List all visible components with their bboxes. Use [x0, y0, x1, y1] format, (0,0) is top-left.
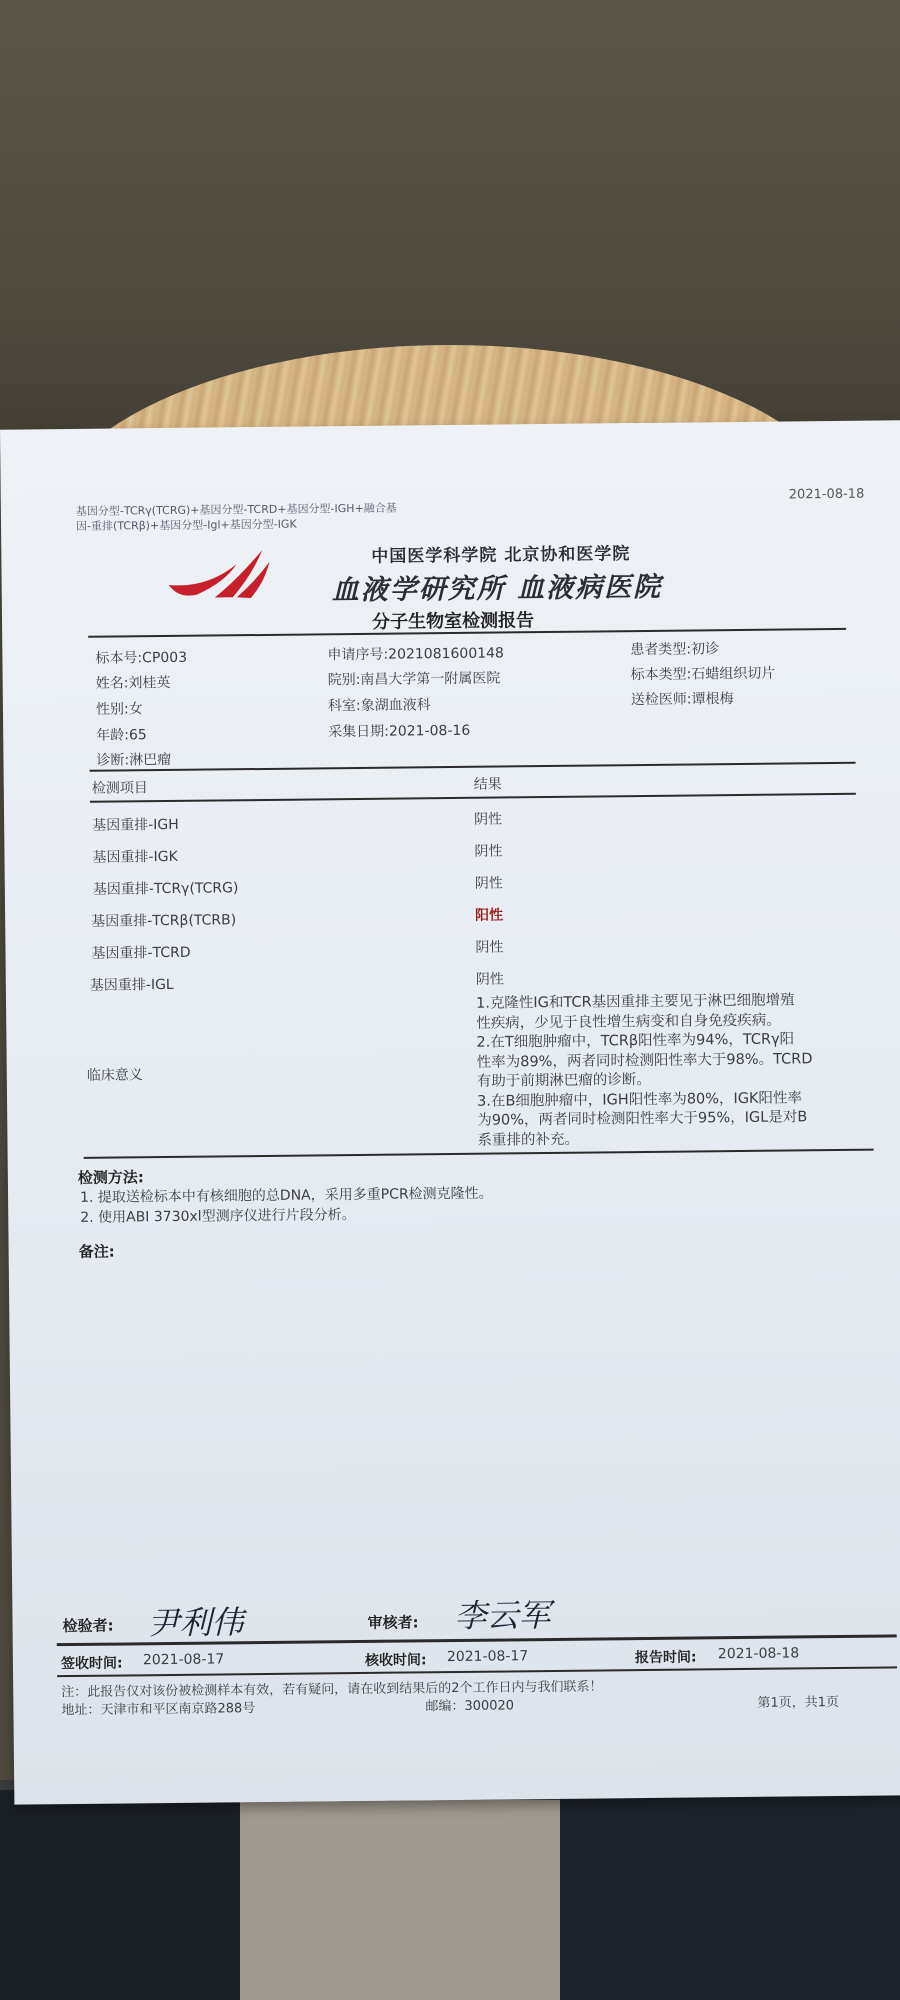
table-row-item: 基因重排-TCRβ(TCRB)	[91, 912, 237, 930]
background-fabric-left	[0, 1790, 240, 2000]
inspector-label: 检验者:	[62, 1616, 114, 1636]
divider-sign-bottom	[57, 1666, 897, 1676]
institution-line2: 血液学研究所 血液病医院	[331, 571, 663, 607]
divider-info	[90, 762, 856, 772]
table-row-result: 阴性	[475, 971, 504, 988]
clinical-line: 3.在B细胞肿瘤中，IGH阳性率为80%，IGK阳性率	[476, 1089, 803, 1110]
sign-time: 2021-08-17	[142, 1651, 225, 1669]
remark-label: 备注:	[78, 1242, 115, 1261]
method-label: 检测方法:	[77, 1168, 144, 1187]
clinical-line: 系重排的补充。	[477, 1131, 580, 1149]
report-time-label: 报告时间:	[634, 1649, 697, 1667]
clinical-text	[476, 991, 850, 1151]
clinical-line: 为90%，两者同时检测阳性率大于95%，IGL是对B	[477, 1109, 808, 1129]
clinical-label: 临床意义	[86, 1067, 143, 1084]
hospital-logo-icon	[166, 542, 272, 603]
table-row-result: 阴性	[474, 875, 503, 892]
page-number: 第1页，共1页	[757, 1694, 840, 1711]
clinical-line: 2.在T细胞肿瘤中，TCRβ阳性率为94%，TCRγ阳	[476, 1031, 795, 1051]
table-row-item: 基因重排-TCRγ(TCRG)	[92, 880, 239, 898]
footer-note: 注：此报告仅对该份被检测样本有效，若有疑问，请在收到结果后的2个工作日内与我们联系！	[61, 1679, 603, 1701]
clinical-line: 有助于前期淋巴瘤的诊断。	[476, 1071, 651, 1090]
specimen-no: 标本号:CP003	[95, 649, 188, 667]
check-time: 2021-08-17	[446, 1648, 529, 1666]
table-row-result-positive: 阳性	[475, 907, 504, 924]
top-note-line2: 因-重排(TCRβ)+基因分型-Igl+基因分型-IGK	[75, 517, 297, 533]
hospital: 院别:南昌大学第一附属医院	[327, 670, 501, 689]
clinical-line: 性疾病，少见于良性增生病变和自身免疫疾病。	[476, 1012, 781, 1032]
col-header-result: 结果	[473, 776, 502, 793]
patient-name: 姓名:刘桂英	[95, 674, 171, 692]
collect-date: 采集日期:2021-08-16	[328, 722, 471, 741]
patient-sex: 性别:女	[95, 701, 143, 718]
address: 地址：天津市和平区南京路288号	[61, 1701, 256, 1719]
table-row-result: 阴性	[474, 843, 503, 860]
table-row-item: 基因重排-IGK	[92, 848, 178, 866]
institution-line1: 中国医学科学院 北京协和医学院	[371, 544, 631, 567]
report-paper	[0, 420, 900, 1804]
specimen-type: 标本类型:石蜡组织切片	[630, 665, 776, 684]
top-date: 2021-08-18	[788, 486, 865, 503]
postcode: 邮编：300020	[425, 1698, 515, 1715]
application-no: 申请序号:2021081600148	[327, 645, 504, 664]
clinical-line: 1.克隆性IG和TCR基因重排主要见于淋巴细胞增殖	[475, 992, 795, 1012]
reviewer-label: 审核者:	[367, 1613, 419, 1632]
patient-age: 年龄:65	[96, 727, 147, 744]
patient-type: 患者类型:初诊	[630, 641, 720, 659]
divider-header	[90, 793, 856, 803]
sign-time-label: 签收时间:	[60, 1655, 123, 1673]
department: 科室:象湖血液科	[327, 697, 431, 715]
doctor: 送检医师:谭根梅	[630, 691, 734, 709]
report-time: 2021-08-18	[717, 1645, 800, 1663]
table-row-result: 阴性	[475, 939, 504, 956]
check-time-label: 核收时间:	[364, 1652, 427, 1669]
method-item: 2. 使用ABI 3730xl型测序仪进行片段分析。	[80, 1207, 356, 1226]
method-item: 1. 提取送检标本中有核细胞的总DNA，采用多重PCR检测克隆性。	[79, 1185, 493, 1206]
table-row-item: 基因重排-IGH	[92, 816, 179, 834]
inspector-signature: 尹利伟	[147, 1603, 244, 1643]
clinical-line: 性率为89%，两者同时检测阳性率大于98%。TCRD	[476, 1050, 813, 1071]
table-row-result: 阴性	[474, 811, 503, 828]
background-fabric-right	[560, 1790, 900, 2000]
col-header-item: 检测项目	[91, 780, 148, 797]
report-title: 分子生物室检测报告	[371, 610, 535, 633]
table-row-item: 基因重排-TCRD	[91, 944, 191, 962]
reviewer-signature: 李云军	[454, 1596, 551, 1636]
top-note-line1: 基因分型-TCRγ(TCRG)+基因分型-TCRD+基因分型-IGH+融合基	[75, 501, 397, 518]
diagnosis: 诊断:淋巴瘤	[96, 751, 172, 769]
table-row-item: 基因重排-IGL	[89, 976, 174, 994]
background-floor-mid	[220, 1800, 580, 2000]
